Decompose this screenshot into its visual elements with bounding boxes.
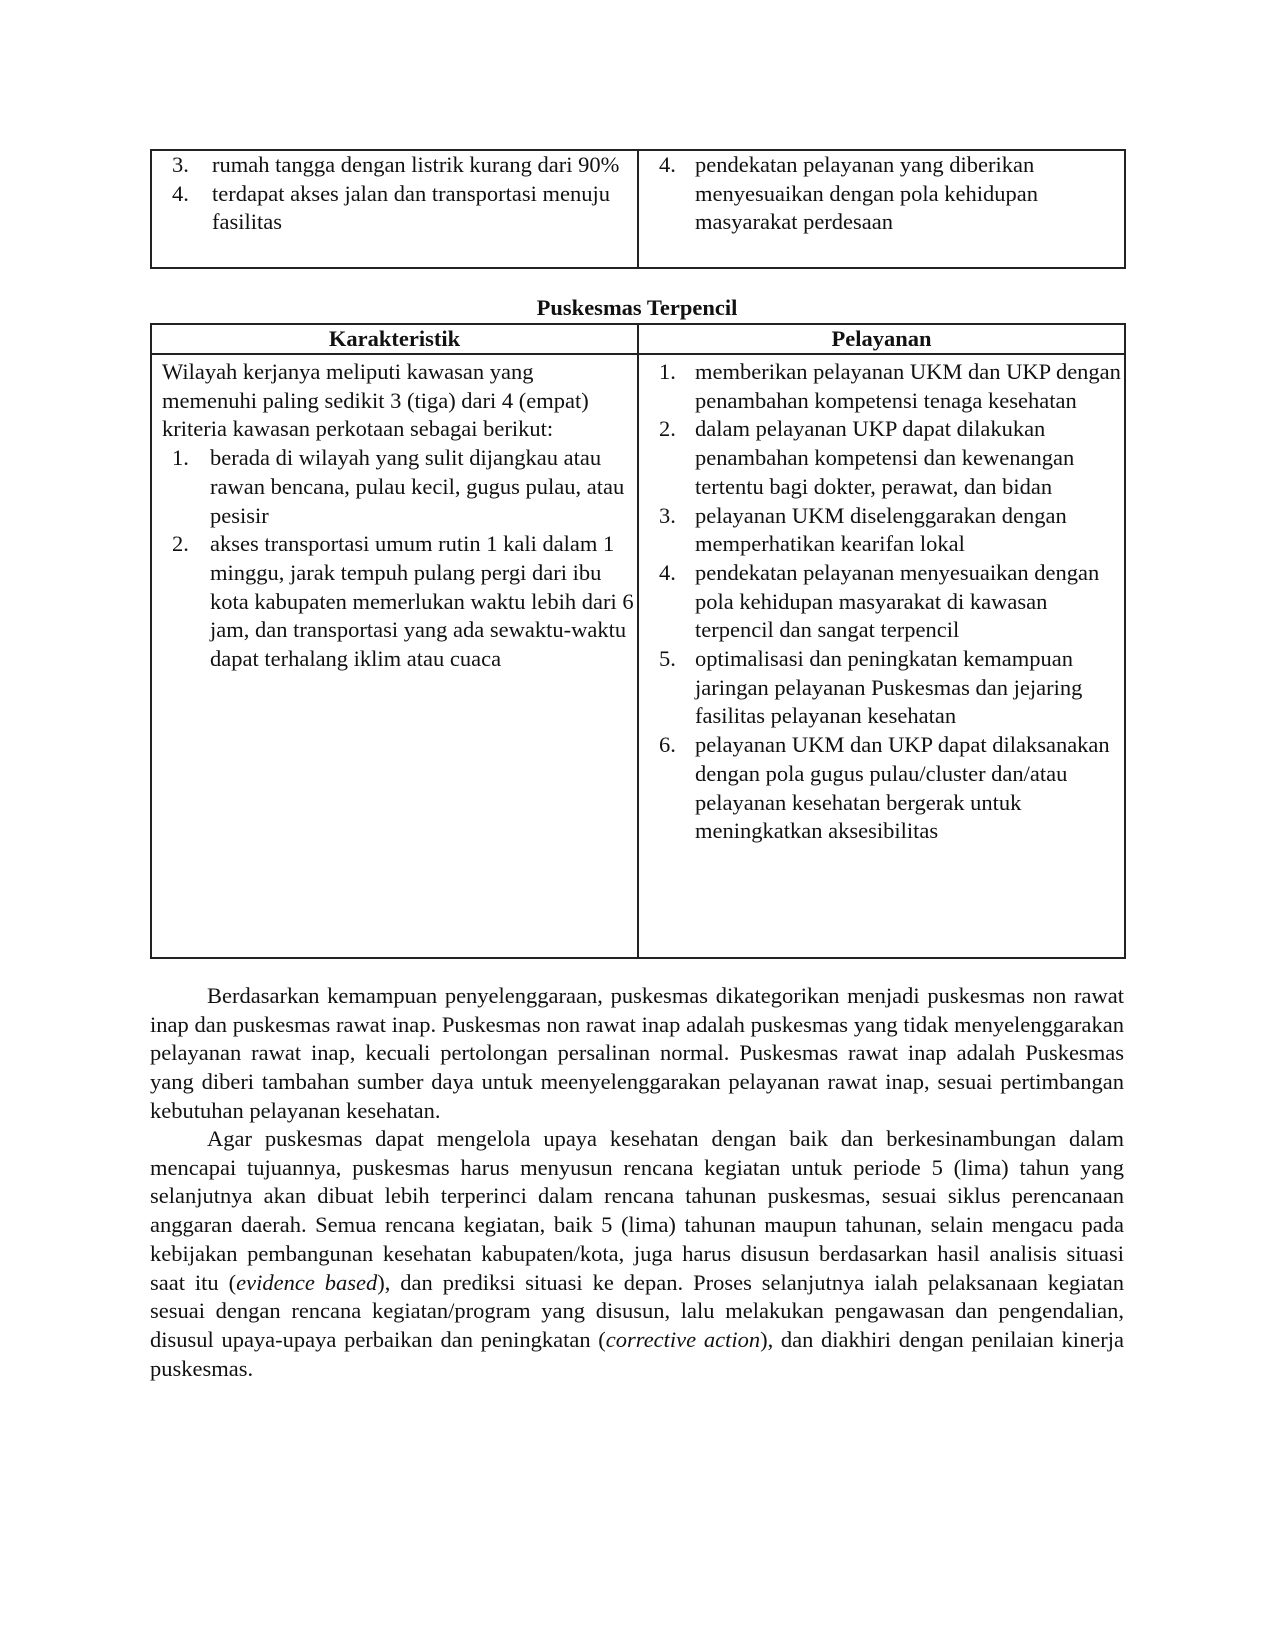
karakteristik-list xyxy=(152,151,637,237)
table-row xyxy=(151,354,1125,958)
body-paragraph-2 xyxy=(150,1125,1124,1383)
item-text: rumah tangga dengan listrik kurang dari 90% xyxy=(212,152,620,177)
paragraph-text: ), dan diakhiri dengan penilaian kinerja puskesmas. xyxy=(150,1326,1124,1381)
list-item xyxy=(639,358,1124,415)
item-number: 4. xyxy=(172,180,189,206)
table-title: Puskesmas Terpencil xyxy=(536,295,738,320)
item-number: 2. xyxy=(172,531,189,557)
karakteristik-cell xyxy=(151,150,638,268)
item-number: 3. xyxy=(659,502,676,528)
item-text: dalam pelayanan UKP dapat dilakukan penambahan kompetensi dan kewenangan tertentu bagi dokter, perawat, dan bidan xyxy=(695,416,1075,499)
top-table-continuation xyxy=(150,149,1126,269)
italic-term-evidence-based: evidence based xyxy=(236,1269,378,1295)
item-text: pendekatan pelayanan menyesuaikan dengan pola kehidupan masyarakat di kawasan terpencil dan sangat terpencil xyxy=(695,559,1100,643)
list-item xyxy=(639,645,1124,731)
karakteristik-list xyxy=(152,444,637,674)
item-text: berada di wilayah yang sulit dijangkau atau rawan bencana, pulau kecil, gugus pulau, atau pesisir xyxy=(210,445,625,528)
list-item xyxy=(152,180,637,237)
item-number: 1. xyxy=(172,445,189,471)
pelayanan-cell xyxy=(638,150,1125,268)
item-number: 5. xyxy=(659,646,676,672)
list-item xyxy=(639,151,1124,237)
item-number: 2. xyxy=(659,416,676,442)
header-pelayanan: Pelayanan xyxy=(638,324,1125,354)
paragraph-text: Agar puskesmas dapat mengelola upaya kesehatan dengan baik dan berkesinambungan dalam mencapai tujuannya, puskesmas harus menyusun rencana kegiatan untuk periode 5 (lima) tahun yang selanjutnya akan dibuat lebih terperinci dalam rencana tahunan puskesmas, sesuai siklus perencanaan anggaran daerah. Semua rencana kegiatan, baik 5 (lima) tahunan maupun tahunan, selain mengacu pada kebijakan pembangunan kesehatan kabupaten/kota, juga harus disusun berdasarkan hasil analisis situasi saat itu ( xyxy=(150,1126,1124,1295)
item-text: terdapat akses jalan dan transportasi menuju fasilitas xyxy=(212,180,610,235)
item-text: optimalisasi dan peningkatan kemampuan jaringan pelayanan Puskesmas dan jejaring fasilitas pelayanan kesehatan xyxy=(695,646,1083,729)
list-item xyxy=(639,502,1124,559)
item-text: pelayanan UKM diselenggarakan dengan memperhatikan kearifan lokal xyxy=(695,502,1067,557)
italic-term-corrective-action: corrective action xyxy=(605,1326,761,1352)
list-item xyxy=(639,415,1124,501)
list-item xyxy=(152,444,637,530)
list-item xyxy=(152,530,637,674)
item-text: pendekatan pelayanan yang diberikan menyesuaikan dengan pola kehidupan masyarakat perdesaan xyxy=(695,152,1039,235)
body-paragraph-1: Berdasarkan kemampuan penyelenggaraan, puskesmas dikategorikan menjadi puskesmas non rawat inap dan puskesmas rawat inap. Puskesmas non rawat inap adalah puskesmas yang tidak menyelenggarakan pelayanan rawat inap, kecuali pertolongan persalinan normal. Puskesmas rawat inap adalah Puskesmas yang diberi tambahan sumber daya untuk meenyelenggarakan pelayanan rawat inap, sesuai pertimbangan kebutuhan pelayanan kesehatan. xyxy=(150,983,1124,1123)
item-number: 4. xyxy=(659,559,676,585)
pelayanan-list xyxy=(639,151,1124,237)
list-item xyxy=(639,559,1124,645)
table-row xyxy=(151,150,1125,268)
karakteristik-cell xyxy=(151,354,638,958)
item-text: akses transportasi umum rutin 1 kali dalam 1 minggu, jarak tempuh pulang pergi dari ibu kota kabupaten memerlukan waktu lebih dari 6 jam, dan transportasi yang ada sewaktu-waktu dapat terhalang iklim atau cuaca xyxy=(210,531,634,672)
table-header-row xyxy=(151,324,1125,354)
list-item xyxy=(639,731,1124,846)
item-number: 3. xyxy=(172,152,189,177)
karakteristik-intro: Wilayah kerjanya meliputi kawasan yang memenuhi paling sedikit 3 (tiga) dari 4 (empat) kriteria kawasan perkotaan sebagai berikut: xyxy=(162,359,589,442)
item-text: pelayanan UKM dan UKP dapat dilaksanakan dengan pola gugus pulau/cluster dan/atau pelayanan kesehatan bergerak untuk meningkatkan aksesibilitas xyxy=(695,732,1110,844)
paragraph-text: ), dan prediksi situasi ke depan. Proses selanjutnya ialah pelaksanaan kegiatan sesuai dengan rencana kegiatan/program yang disusun, lalu melakukan pengawasan dan pengendalian, disusul upaya-upaya perbaikan dan peningkatan ( xyxy=(150,1269,1124,1352)
item-text: memberikan pelayanan UKM dan UKP dengan penambahan kompetensi tenaga kesehatan xyxy=(695,359,1121,413)
item-number: 6. xyxy=(659,732,676,758)
item-number: 1. xyxy=(659,359,676,384)
header-karakteristik: Karakteristik xyxy=(151,324,638,354)
pelayanan-cell xyxy=(638,354,1125,958)
list-item xyxy=(152,151,637,180)
item-number: 4. xyxy=(659,152,676,177)
pelayanan-list xyxy=(639,355,1124,846)
puskesmas-terpencil-table xyxy=(150,323,1126,959)
